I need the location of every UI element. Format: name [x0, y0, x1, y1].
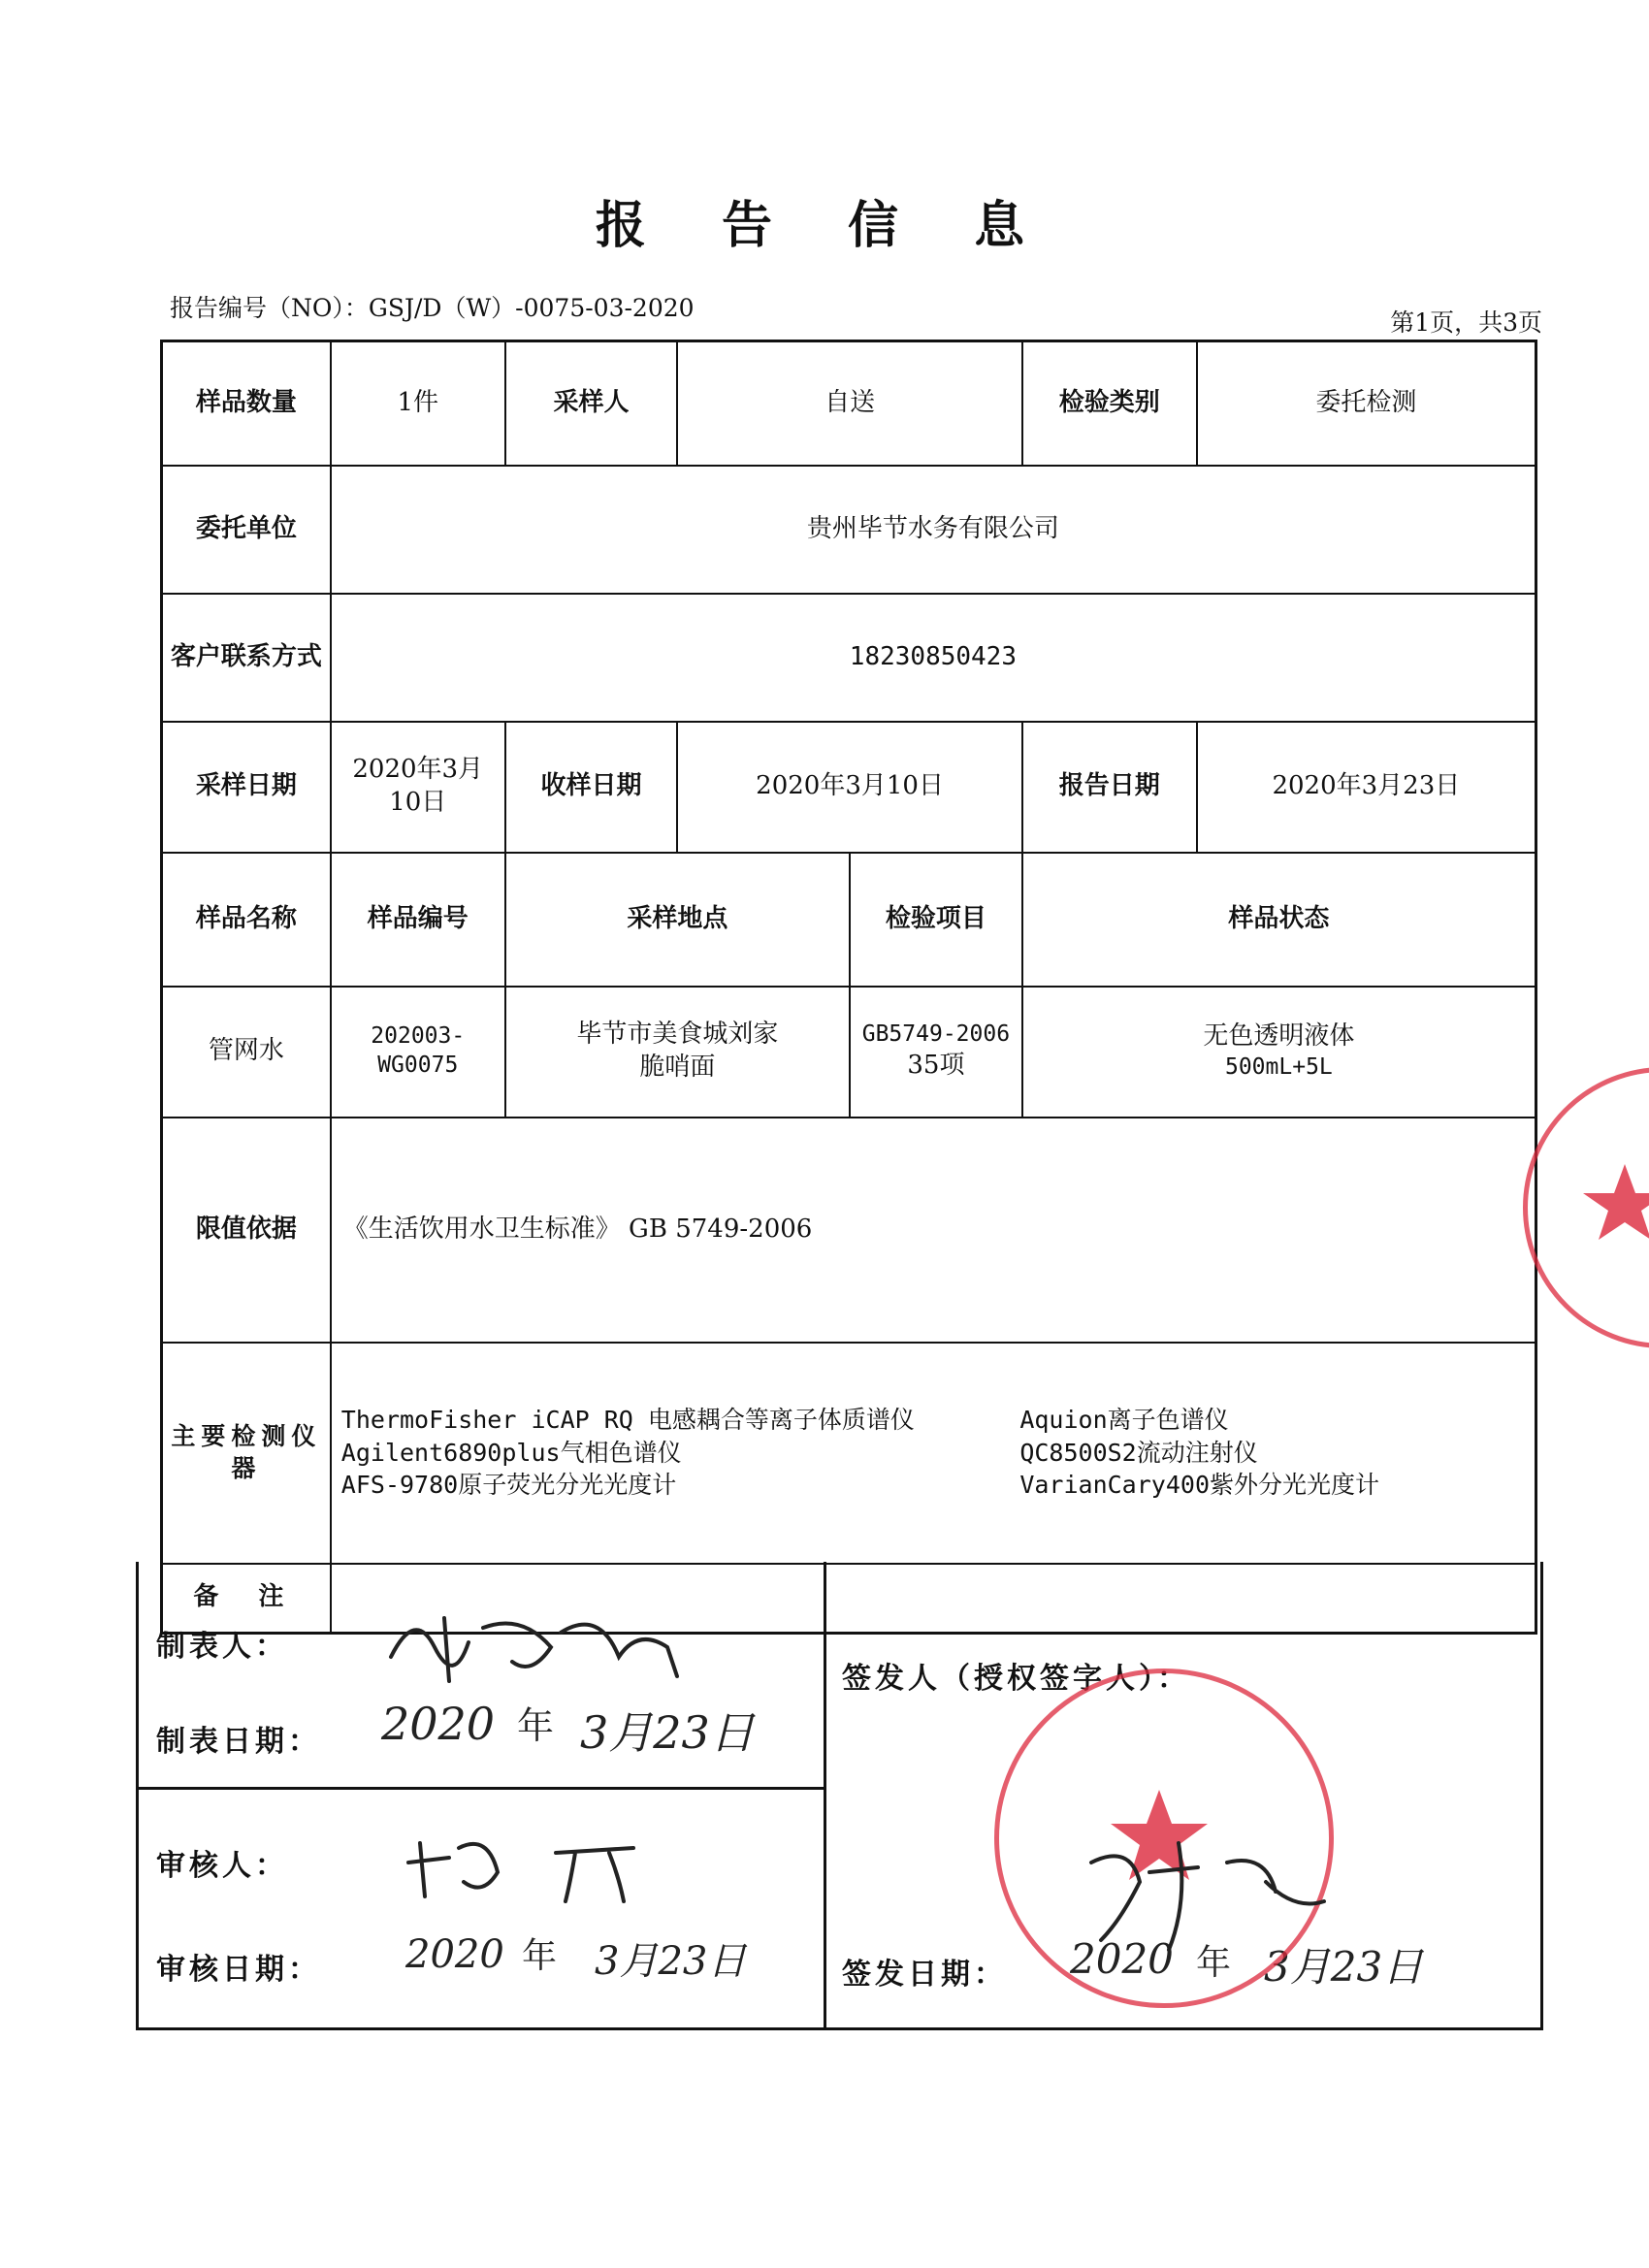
document-title: 报 告 信 息 [595, 197, 1054, 255]
sampling-date-value: 2020年3月10日 [331, 722, 505, 853]
sampler-label: 采样人 [505, 341, 678, 466]
test-type-label: 检验类别 [1022, 341, 1197, 466]
client-value: 贵州毕节水务有限公司 [331, 466, 1536, 594]
test-items-line1: GB5749-2006 [861, 1021, 1011, 1048]
issue-date-month-day: 3月23日 [1264, 1943, 1424, 1991]
instruments-list [338, 1404, 1529, 1502]
sampling-date-label: 采样日期 [162, 722, 331, 853]
sample-location-header: 采样地点 [505, 853, 850, 987]
sample-count-label: 样品数量 [162, 341, 331, 466]
test-items-header: 检验项目 [850, 853, 1022, 987]
instrument-item: Aquion离子色谱仪 [1019, 1405, 1229, 1434]
sample-state-line2: 500mL+5L [1224, 1053, 1333, 1080]
issue-date-year: 2020 [1070, 1935, 1174, 1983]
sample-state-line1: 无色透明液体 [1203, 1021, 1355, 1052]
reviewer-signature [401, 1814, 672, 1911]
row-sample-header [162, 853, 1536, 987]
sampler-value: 自送 [677, 341, 1021, 466]
receive-date-value: 2020年3月10日 [677, 722, 1021, 853]
prepared-date-nian: 年 [517, 1704, 555, 1747]
row-basic [162, 341, 1536, 466]
report-date-value: 2020年3月23日 [1197, 722, 1536, 853]
row-dates [162, 722, 1536, 853]
instruments-label: 主要检测仪器 [162, 1343, 331, 1564]
side-seal-star-icon [1523, 1067, 1649, 1339]
row-contact [162, 594, 1536, 722]
instruments-left-column [341, 1404, 915, 1502]
sample-location-line1: 毕节市美食城刘家 [576, 1020, 779, 1050]
report-date-label: 报告日期 [1022, 722, 1197, 853]
row-sample [162, 987, 1536, 1118]
instrument-item: VarianCary400紫外分光光度计 [1019, 1471, 1379, 1500]
limit-value: 《生活饮用水卫生标准》 GB 5749-2006 [331, 1118, 1536, 1343]
row-instruments [162, 1343, 1536, 1564]
signature-divider-horizontal [139, 1787, 824, 1790]
row-client [162, 466, 1536, 594]
remarks-label: 备 注 [162, 1564, 331, 1634]
prepared-by-label: 制表人： [156, 1630, 288, 1664]
client-label: 委托单位 [162, 466, 331, 594]
sample-name-header: 样品名称 [162, 853, 331, 987]
contact-value: 18230850423 [331, 594, 1536, 722]
instrument-item: QC8500S2流动注射仪 [1019, 1438, 1258, 1467]
sample-code-header: 样品编号 [331, 853, 505, 987]
sample-count-value: 1件 [331, 341, 505, 466]
issue-date-nian: 年 [1196, 1943, 1232, 1983]
sample-location-value [505, 987, 850, 1118]
review-date-month-day: 3月23日 [595, 1939, 747, 1984]
issuer-label: 签发人（授权签字人）： [842, 1662, 1190, 1696]
instrument-item: AFS-9780原子荧光分光光度计 [340, 1471, 677, 1500]
instruments-value [331, 1343, 1536, 1564]
report-number: 报告编号（NO）：GSJ/D（W）-0075-03-2020 [170, 294, 695, 322]
issue-date-label: 签发日期： [842, 1958, 1007, 1992]
side-seal-stamp [1523, 1067, 1649, 1348]
instruments-right-column [1019, 1404, 1379, 1502]
sample-name-value: 管网水 [162, 987, 331, 1118]
contact-label: 客户联系方式 [162, 594, 331, 722]
report-info-table [160, 340, 1537, 1635]
test-items-line2: 35项 [907, 1051, 965, 1081]
instrument-item: Agilent6890plus气相色谱仪 [340, 1438, 682, 1467]
instrument-item: ThermoFisher iCAP RQ 电感耦合等离子体质谱仪 [340, 1405, 915, 1434]
review-date-year: 2020 [405, 1932, 504, 1977]
issuer-signature [1072, 1824, 1343, 1969]
sample-code-value: 202003-WG0075 [331, 987, 505, 1118]
limit-label: 限值依据 [162, 1118, 331, 1343]
row-limit [162, 1118, 1536, 1343]
prepared-date-year: 2020 [381, 1698, 496, 1750]
prepared-date-label: 制表日期： [156, 1725, 321, 1759]
reviewer-label: 审核人： [156, 1849, 288, 1883]
sample-location-line2: 脆哨面 [639, 1053, 716, 1082]
review-date-nian: 年 [522, 1936, 558, 1976]
test-type-value: 委托检测 [1197, 341, 1536, 466]
review-date-label: 审核日期： [156, 1953, 321, 1987]
receive-date-label: 收样日期 [505, 722, 678, 853]
sample-state-value [1022, 987, 1536, 1118]
test-items-value [850, 987, 1022, 1118]
signature-divider-vertical [824, 1562, 826, 2027]
prepared-date-month-day: 3月23日 [580, 1706, 755, 1759]
sample-state-header: 样品状态 [1022, 853, 1536, 987]
page-indicator: 第1页，共3页 [1390, 308, 1542, 337]
prepared-by-signature [376, 1589, 696, 1696]
